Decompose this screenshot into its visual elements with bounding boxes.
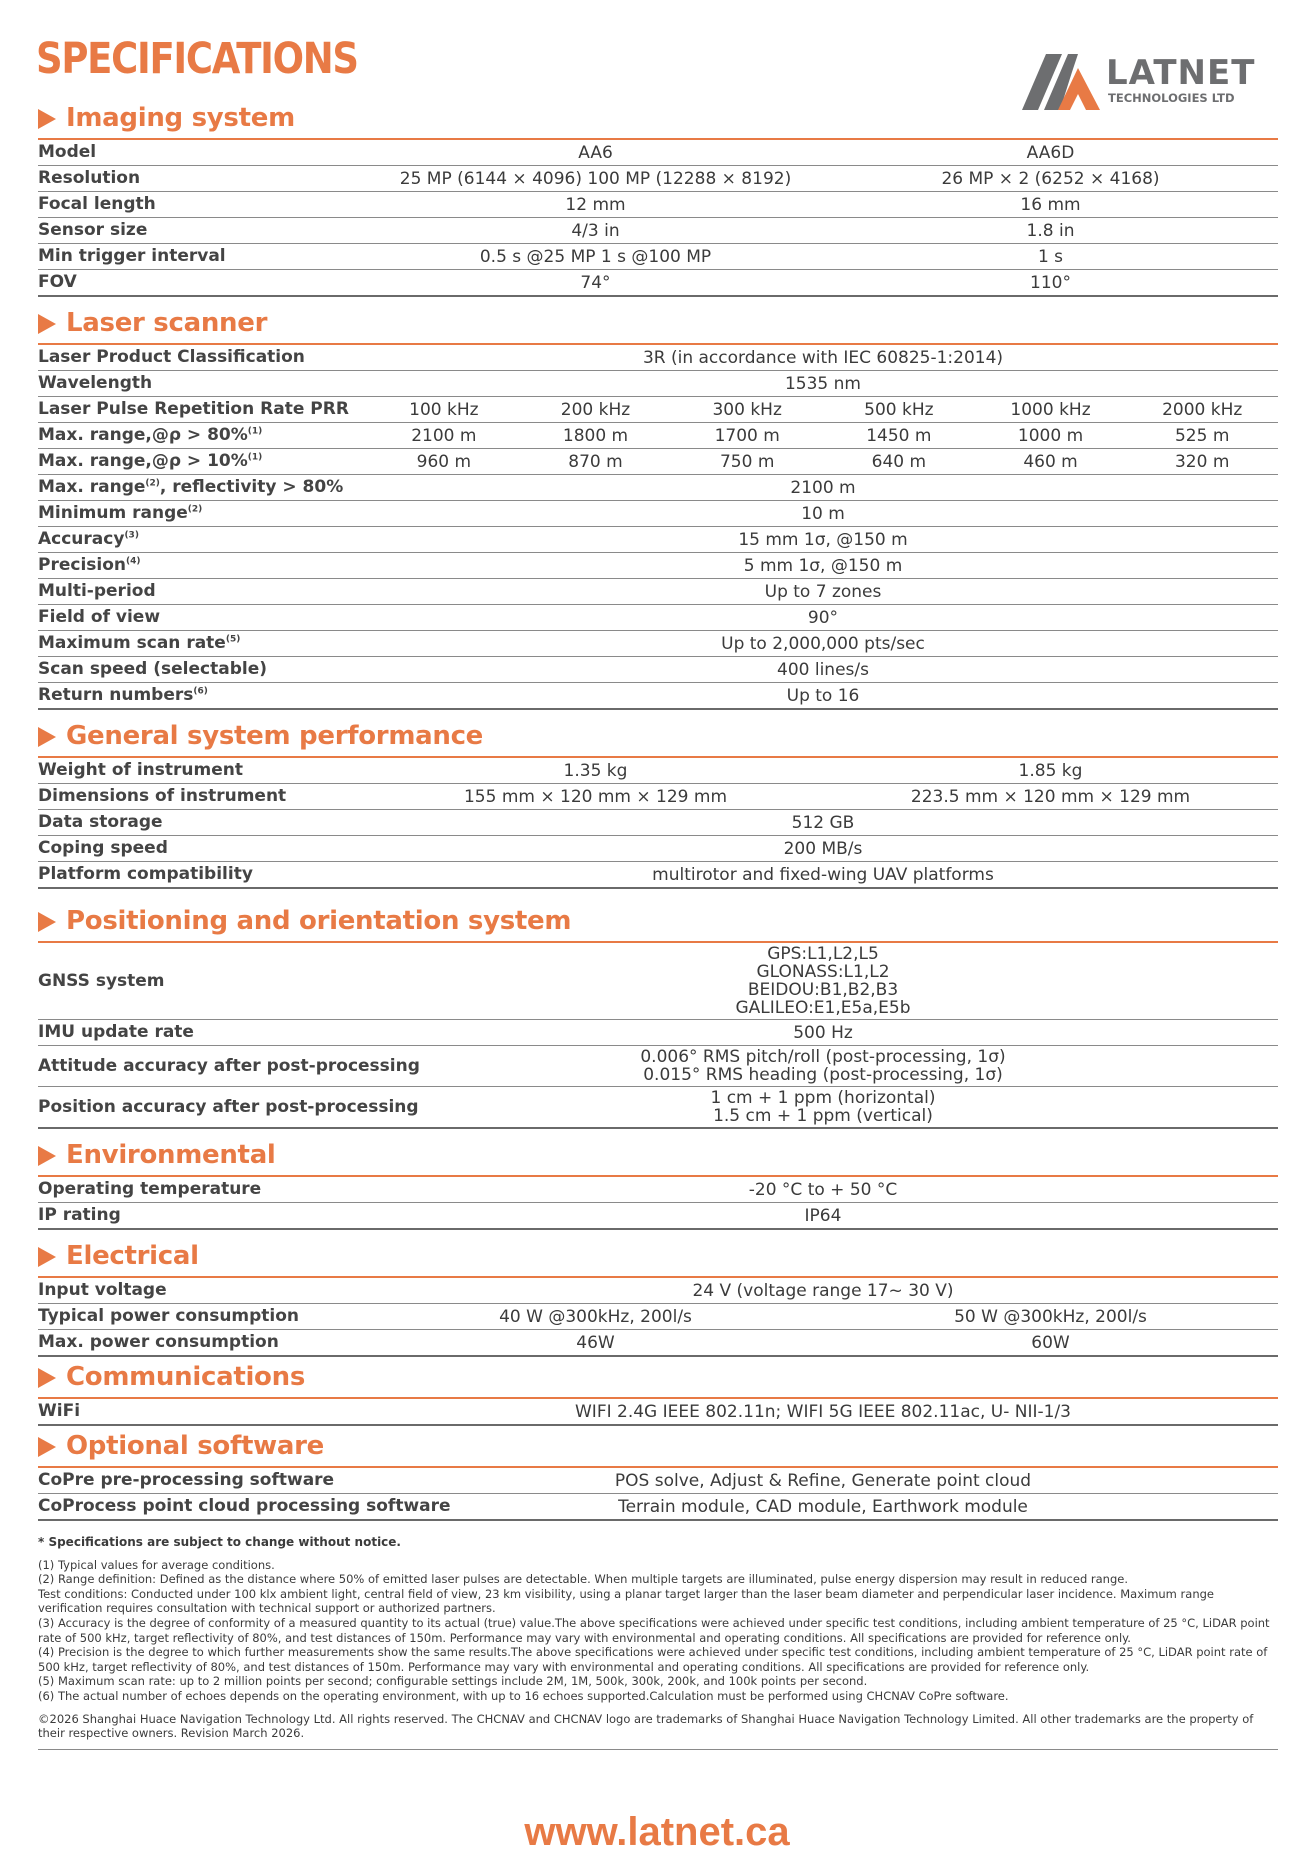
spec-values <box>368 141 1278 165</box>
website-link[interactable]: www.latnet.ca <box>524 1810 790 1854</box>
spec-values <box>368 632 1278 656</box>
spec-values <box>368 1204 1278 1228</box>
spec-label <box>38 758 368 783</box>
spec-values <box>368 528 1278 552</box>
spec-values <box>368 1469 1278 1493</box>
spec-table <box>38 1175 1278 1230</box>
spec-label-text: Return numbers <box>38 685 194 705</box>
spec-label <box>38 1399 368 1424</box>
spec-value-line: 0.015° RMS heading (post-processing, 1σ) <box>643 1065 1003 1085</box>
triangle-right-icon <box>38 1368 56 1388</box>
note-list <box>38 1558 1278 1704</box>
footnote-item: (6) The actual number of echoes depends on the operating environment, with up to 16 echoes supported.Calculation must be performed using CHCNAV CoPre software. <box>38 1688 1009 1703</box>
spec-values <box>368 1279 1278 1303</box>
footnote-item: Test conditions: Conducted under 100 klx ambient light, central field of view, 23 km visibility, using a planar target larger than the laser beam diameter and perpendicular laser incidence. Maximum range verification requires consultation with technical support or authorized partners. <box>38 1586 1214 1616</box>
spec-table <box>38 756 1278 889</box>
spec-values <box>368 346 1278 370</box>
spec-value: 2100 m <box>790 477 856 498</box>
section-title: Laser scanner <box>66 308 268 338</box>
spec-row <box>38 527 1278 553</box>
spec-value: Terrain module, CAD module, Earthwork module <box>618 1496 1028 1517</box>
spec-value <box>368 1087 1278 1127</box>
triangle-right-icon <box>38 1247 56 1267</box>
spec-value: Up to 16 <box>786 685 860 706</box>
spec-values <box>368 476 1278 500</box>
spec-label <box>38 1020 368 1045</box>
spec-value: 25 MP (6144 × 4096) 100 MP (12288 × 8192) <box>399 168 792 189</box>
spec-label <box>38 449 368 474</box>
specifications-sections <box>38 98 1278 1521</box>
footnote-item: (4) Precision is the degree to which further measurements show the same results.The above specifications were achieved under specific test conditions, including ambient temperature of 25 °C, LiDAR point rate of 500 kHz, target reflectivity of 80%, and test distances of 150m. Performance may vary with environmental and operating conditions. All specifications are provided for reference only. <box>38 1645 1268 1674</box>
copyright: ©2026 Shanghai Huace Navigation Technology Ltd. All rights reserved. The CHCNAV and CHCNAV logo are trademarks of Shanghai Huace Navigation Technology Limited. All other trademarks are the property of their respective owners. Revision March 2026. <box>38 1712 1278 1750</box>
spec-row <box>38 501 1278 527</box>
spec-label <box>38 1494 451 1519</box>
spec-row <box>38 1278 1278 1304</box>
spec-value-line: GLONASS:L1,L2 <box>756 962 890 982</box>
section-title: Positioning and orientation system <box>66 906 572 936</box>
spec-row <box>38 1046 1278 1087</box>
spec-value: 1.8 in <box>1026 220 1075 241</box>
spec-value-line: 0.006° RMS pitch/roll (post-processing, 1σ) <box>640 1047 1006 1067</box>
spec-values <box>368 398 1278 422</box>
spec-value: 200 kHz <box>560 399 631 420</box>
spec-value: 750 m <box>719 451 775 472</box>
spec-value: 1.85 kg <box>1018 760 1083 781</box>
spec-label-text: CoProcess point cloud processing software <box>38 1496 451 1516</box>
spec-label-text: Multi-period <box>38 581 156 601</box>
spec-label <box>38 1177 368 1202</box>
spec-label-text: IP rating <box>38 1205 121 1225</box>
spec-value: 640 m <box>871 451 927 472</box>
spec-row <box>38 475 1278 501</box>
spec-row <box>38 397 1278 423</box>
spec-values <box>368 245 1278 269</box>
spec-value: WIFI 2.4G IEEE 802.11n; WIFI 5G IEEE 802.11ac, U- NII-1/3 <box>575 1401 1071 1422</box>
spec-values <box>368 167 1278 191</box>
spec-label <box>38 423 368 448</box>
footnote-ref: (2) <box>145 478 160 489</box>
spec-row <box>38 943 1278 1020</box>
spec-values <box>368 450 1278 474</box>
spec-value: 2100 m <box>411 425 477 446</box>
spec-label <box>38 631 368 656</box>
spec-values <box>368 502 1278 526</box>
spec-table <box>38 1276 1278 1357</box>
spec-row <box>38 270 1278 297</box>
spec-label-text: Max. range <box>38 477 146 497</box>
spec-value: 1.35 kg <box>563 760 628 781</box>
spec-row <box>38 1020 1278 1046</box>
spec-row <box>38 1399 1278 1426</box>
triangle-right-icon <box>38 314 56 334</box>
spec-label-text: CoPre pre-processing software <box>38 1470 335 1490</box>
spec-value: 74° <box>580 272 611 293</box>
spec-table <box>38 1466 1278 1521</box>
spec-label <box>38 527 368 552</box>
spec-row <box>38 244 1278 270</box>
spec-label-suffix: , reflectivity > 80% <box>159 477 344 497</box>
spec-value: 100 kHz <box>409 399 479 420</box>
spec-values <box>368 1305 1278 1329</box>
footnote-item: (1) Typical values for average conditions. <box>38 1557 275 1572</box>
spec-values <box>368 1400 1278 1424</box>
footnote-item: (2) Range definition: Defined as the distance where 50% of emitted laser pulses are detectable. When multiple targets are illuminated, pulse energy dispersion may result in reduced range. <box>38 1572 1129 1587</box>
spec-value: 1535 nm <box>784 373 861 394</box>
spec-row <box>38 423 1278 449</box>
spec-values <box>368 684 1278 708</box>
spec-label <box>38 397 368 422</box>
spec-label-text: Min trigger interval <box>38 246 226 266</box>
disclaimer: * Specifications are subject to change without notice. <box>38 1535 401 1549</box>
spec-label-text: Max. range,@ρ > 10% <box>38 451 248 471</box>
spec-value: 4/3 in <box>571 220 620 241</box>
spec-values <box>368 219 1278 243</box>
section-header <box>38 1426 1278 1466</box>
spec-label-text: Field of view <box>38 607 161 627</box>
footnote-item: (3) Accuracy is the degree of conformity of a measured quantity to its actual (true) value.The above specifications were achieved under specific test conditions, including ambient temperature of 25 °C, LiDAR point rate of 500 kHz, target reflectivity of 80%, and test distances of 150m. Performance may vary with environmental and operating conditions. All specifications are provided for reference only. <box>38 1615 1270 1645</box>
spec-label-text: Max. power consumption <box>38 1332 279 1352</box>
spec-values <box>368 1178 1278 1202</box>
spec-label-text: Wavelength <box>38 373 153 393</box>
spec-row <box>38 1087 1278 1129</box>
spec-value: POS solve, Adjust & Refine, Generate point cloud <box>614 1470 1032 1491</box>
spec-label <box>38 371 368 396</box>
spec-value: 525 m <box>1174 425 1230 446</box>
spec-value: 400 lines/s <box>777 659 869 680</box>
spec-values <box>368 1046 1278 1086</box>
spec-values <box>368 1495 1278 1519</box>
spec-row <box>38 140 1278 166</box>
spec-value: 10 m <box>801 503 845 524</box>
section-title: Optional software <box>66 1431 324 1461</box>
spec-value: 1000 kHz <box>1010 399 1091 420</box>
spec-label <box>38 345 368 370</box>
spec-row <box>38 1177 1278 1203</box>
spec-row <box>38 371 1278 397</box>
spec-value: multirotor and fixed-wing UAV platforms <box>652 864 994 885</box>
spec-label <box>38 657 368 682</box>
spec-value: IP64 <box>804 1205 842 1226</box>
spec-values <box>368 271 1278 295</box>
logo-brand: LATNET <box>1106 53 1256 93</box>
spec-values <box>368 658 1278 682</box>
section-title: Communications <box>66 1362 306 1392</box>
spec-value: 0.5 s @25 MP 1 s @100 MP <box>479 246 712 267</box>
spec-label <box>38 1095 419 1120</box>
spec-value-line: 1.5 cm + 1 ppm (vertical) <box>713 1106 933 1126</box>
spec-row <box>38 1468 1278 1494</box>
spec-values <box>368 193 1278 217</box>
spec-values <box>368 1087 1278 1127</box>
spec-label-text: Laser Product Classification <box>38 347 305 367</box>
spec-label <box>38 166 368 191</box>
spec-values <box>368 606 1278 630</box>
spec-values <box>368 372 1278 396</box>
spec-label-text: Maximum scan rate <box>38 633 226 653</box>
spec-value-line: GALILEO:E1,E5a,E5b <box>735 998 911 1018</box>
spec-value: 5 mm 1σ, @150 m <box>743 555 903 576</box>
spec-label <box>38 784 368 809</box>
spec-row <box>38 579 1278 605</box>
spec-label <box>38 244 368 269</box>
spec-label <box>38 140 368 165</box>
spec-value: 15 mm 1σ, @150 m <box>738 529 908 550</box>
spec-row <box>38 758 1278 784</box>
spec-value: 512 GB <box>791 812 855 833</box>
spec-value: 460 m <box>1023 451 1078 472</box>
spec-value: 155 mm × 120 mm × 129 mm <box>463 786 728 807</box>
spec-table <box>38 941 1278 1129</box>
spec-row <box>38 553 1278 579</box>
spec-values <box>368 811 1278 835</box>
spec-value: AA6D <box>1026 142 1075 163</box>
spec-label-text: Max. range,@ρ > 80% <box>38 425 248 445</box>
spec-label <box>38 836 368 861</box>
spec-value: 200 MB/s <box>783 838 863 859</box>
section-header <box>38 98 1278 138</box>
spec-values <box>368 580 1278 604</box>
spec-value-line: BEIDOU:B1,B2,B3 <box>747 980 899 1000</box>
spec-value: 50 W @300kHz, 200l/s <box>954 1306 1147 1327</box>
footnotes <box>38 1535 1278 1750</box>
spec-label-text: Focal length <box>38 194 156 214</box>
triangle-right-icon <box>38 1437 56 1457</box>
spec-value: 960 m <box>416 451 472 472</box>
spec-value: AA6 <box>578 142 613 163</box>
spec-value: 1700 m <box>714 425 780 446</box>
spec-label-text: IMU update rate <box>38 1022 194 1042</box>
spec-value: 40 W @300kHz, 200l/s <box>499 1306 692 1327</box>
section-header <box>38 303 1278 343</box>
spec-label-text: FOV <box>38 272 77 292</box>
spec-value: 60W <box>1031 1332 1070 1353</box>
spec-value: 500 Hz <box>793 1022 853 1043</box>
spec-row <box>38 345 1278 371</box>
footnote-ref: (5) <box>225 634 241 645</box>
spec-row <box>38 218 1278 244</box>
spec-values <box>368 424 1278 448</box>
spec-value: 300 kHz <box>712 399 782 420</box>
spec-row <box>38 862 1278 889</box>
spec-value: 16 mm <box>1020 194 1081 215</box>
spec-value: 110° <box>1030 272 1071 293</box>
spec-label-text: Platform compatibility <box>38 864 253 884</box>
spec-label <box>38 605 368 630</box>
spec-row <box>38 605 1278 631</box>
footnote-ref: (1) <box>247 452 263 463</box>
spec-row <box>38 1494 1278 1521</box>
section-header <box>38 1135 1278 1175</box>
spec-row <box>38 657 1278 683</box>
spec-row <box>38 166 1278 192</box>
spec-values <box>368 554 1278 578</box>
spec-row <box>38 784 1278 810</box>
spec-label <box>38 810 368 835</box>
page-title: SPECIFICATIONS <box>36 34 358 84</box>
spec-label-text: Attitude accuracy after post-processing <box>38 1055 420 1076</box>
spec-value: 26 MP × 2 (6252 × 4168) <box>941 168 1160 189</box>
footnote-ref: (6) <box>193 686 208 697</box>
spec-label-text: Weight of instrument <box>38 760 243 780</box>
spec-label-text: Typical power consumption <box>38 1306 300 1326</box>
spec-label <box>38 501 368 526</box>
spec-values <box>368 1021 1278 1045</box>
spec-label-text: Laser Pulse Repetition Rate PRR <box>38 399 349 419</box>
spec-value: 24 V (voltage range 17~ 30 V) <box>692 1280 954 1301</box>
spec-row <box>38 1203 1278 1230</box>
spec-row <box>38 683 1278 710</box>
spec-label-text: Position accuracy after post-processing <box>38 1096 419 1117</box>
spec-table <box>38 1397 1278 1426</box>
spec-label <box>38 1468 368 1493</box>
spec-value-line: GPS:L1,L2,L5 <box>767 944 879 964</box>
spec-label-text: Minimum range <box>38 503 188 523</box>
spec-row <box>38 192 1278 218</box>
spec-label-text: Data storage <box>38 812 163 832</box>
spec-values <box>368 759 1278 783</box>
footnote-ref: (1) <box>247 426 263 437</box>
spec-label-text: Resolution <box>38 168 141 188</box>
triangle-right-icon <box>38 912 56 932</box>
spec-label-text: WiFi <box>38 1401 81 1421</box>
spec-table <box>38 343 1278 710</box>
spec-label <box>38 192 368 217</box>
spec-label-text: Precision <box>38 555 127 575</box>
spec-label-text: Model <box>38 142 97 162</box>
spec-label <box>38 969 368 994</box>
spec-value: Up to 7 zones <box>764 581 882 602</box>
spec-label <box>38 270 368 295</box>
spec-value: 12 mm <box>565 194 626 215</box>
spec-values <box>368 1331 1278 1355</box>
spec-label-text: Scan speed (selectable) <box>38 659 267 679</box>
spec-value: 320 m <box>1174 451 1230 472</box>
spec-value: 223.5 mm × 120 mm × 129 mm <box>910 786 1191 807</box>
spec-label-text: Coping speed <box>38 838 168 858</box>
spec-label <box>38 218 368 243</box>
spec-label-text: Sensor size <box>38 220 148 240</box>
spec-value: 46W <box>576 1332 615 1353</box>
spec-value: 90° <box>807 607 839 628</box>
spec-label-text: GNSS system <box>38 970 165 991</box>
footnote-ref: (2) <box>187 504 203 515</box>
spec-row <box>38 1304 1278 1330</box>
spec-row <box>38 1330 1278 1357</box>
spec-row <box>38 810 1278 836</box>
section-header <box>38 1357 1278 1397</box>
spec-value: Up to 2,000,000 pts/sec <box>721 633 925 654</box>
spec-label <box>38 475 368 500</box>
spec-label <box>38 1054 420 1079</box>
spec-value: 870 m <box>568 451 623 472</box>
triangle-right-icon <box>38 109 56 129</box>
spec-label <box>38 1330 368 1355</box>
spec-row <box>38 836 1278 862</box>
section-header <box>38 901 1278 941</box>
spec-value: 1450 m <box>866 425 932 446</box>
spec-value <box>368 943 1278 1019</box>
spec-value <box>368 1046 1278 1086</box>
spec-value-line: 1 cm + 1 ppm (horizontal) <box>710 1088 936 1108</box>
spec-label-text: Accuracy <box>38 529 125 549</box>
spec-value: 500 kHz <box>864 399 934 420</box>
spec-label <box>38 1278 368 1303</box>
spec-label-text: Input voltage <box>38 1280 167 1300</box>
footnote-ref: (4) <box>126 556 141 567</box>
triangle-right-icon <box>38 727 56 747</box>
logo-tagline: TECHNOLOGIES LTD <box>1108 91 1235 105</box>
spec-value: 1000 m <box>1017 425 1084 446</box>
triangle-right-icon <box>38 1146 56 1166</box>
footnote-ref: (3) <box>124 530 139 541</box>
spec-values <box>368 785 1278 809</box>
spec-row <box>38 631 1278 657</box>
spec-value: 1 s <box>1037 246 1064 267</box>
spec-value: 3R (in accordance with IEC 60825-1:2014) <box>642 347 1004 368</box>
section-title: Environmental <box>66 1140 276 1170</box>
spec-values <box>368 863 1278 887</box>
section-title: Imaging system <box>66 103 295 133</box>
spec-label-text: Operating temperature <box>38 1179 262 1199</box>
spec-value: 1800 m <box>562 425 629 446</box>
section-header <box>38 1236 1278 1276</box>
spec-label <box>38 1203 368 1228</box>
spec-values <box>368 837 1278 861</box>
section-title: Electrical <box>66 1241 199 1271</box>
spec-value: 2000 kHz <box>1162 399 1243 420</box>
spec-label <box>38 862 368 887</box>
spec-label <box>38 683 368 708</box>
spec-label <box>38 553 368 578</box>
section-header <box>38 716 1278 756</box>
spec-label <box>38 579 368 604</box>
footnote-item: (5) Maximum scan rate: up to 2 million points per second; configurable settings include 2M, 1M, 500k, 300k, 200k, and 100k points per second. <box>38 1674 868 1689</box>
spec-label-text: Dimensions of instrument <box>38 786 287 806</box>
spec-value: -20 °C to + 50 °C <box>748 1179 898 1200</box>
section-title: General system performance <box>66 721 484 751</box>
spec-label <box>38 1304 368 1329</box>
spec-row <box>38 449 1278 475</box>
spec-table <box>38 138 1278 297</box>
spec-values <box>368 943 1278 1019</box>
